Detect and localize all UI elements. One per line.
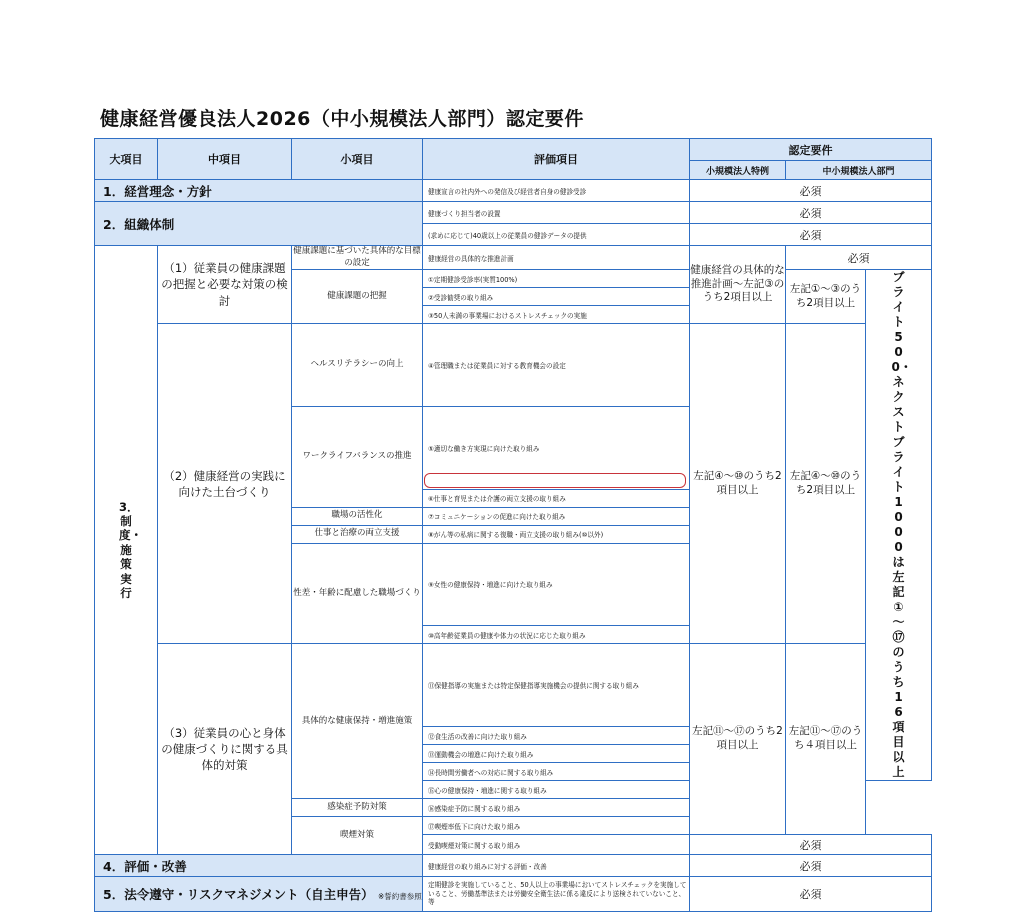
eval-22: 受動喫煙対策に関する取り組み — [423, 835, 690, 855]
req-23: 必須 — [690, 855, 932, 877]
eval-1: 健康宣言の社内外への発信及び経営者自身の健診受診 — [423, 180, 690, 202]
req-24: 必須 — [690, 877, 932, 912]
req-1: 必須 — [690, 180, 932, 202]
req-special-plan: 健康経営の具体的な推進計画～左記③のうち2項目以上 — [690, 246, 786, 324]
eval-11: ⑦コミュニケーションの促進に向けた取り組み — [423, 507, 690, 525]
header-certification: 認定要件 — [690, 139, 932, 161]
req-sme-11-17: 左記⑪～⑰のうち４項目以上 — [786, 644, 866, 835]
eval-16: ⑫食生活の改善に向けた取り組み — [423, 727, 690, 745]
eval-10: ⑥仕事と育児または介護の両立支援の取り組み — [423, 489, 690, 507]
minor-health-literacy: ヘルスリテラシーの向上 — [292, 324, 423, 407]
eval-12: ⑧がん等の私病に関する復職・両立支援の取り組み(⑩以外) — [423, 525, 690, 543]
req-special-4-10: 左記④～⑩のうち2項目以上 — [690, 324, 786, 644]
minor-health-measures: 具体的な健康保持・増進施策 — [292, 644, 423, 799]
minor-workplace-activation: 職場の活性化 — [292, 507, 423, 525]
header-major: 大項目 — [95, 139, 158, 180]
eval-7: ③50人未満の事業場におけるストレスチェックの実施 — [423, 306, 690, 324]
eval-2: 健康づくり担当者の設置 — [423, 202, 690, 224]
minor-work-life: ワークライフバランスの推進 — [292, 406, 423, 507]
req-22: 必須 — [690, 835, 932, 855]
minor-goal-setting: 健康課題に基づいた具体的な目標の設定 — [293, 246, 421, 268]
req-sme-4-10: 左記④～⑩のうち2項目以上 — [786, 324, 866, 644]
minor-smoking: 喫煙対策 — [292, 817, 423, 855]
page-title: 健康経営優良法人2026（中小規模法人部門）認定要件 — [100, 108, 584, 130]
eval-4: 健康経営の具体的な推進計画 — [423, 246, 690, 270]
eval-8: ④管理職または従業員に対する教育機会の設定 — [423, 324, 690, 407]
eval-17: ⑬運動機会の増進に向けた取り組み — [423, 745, 690, 763]
eval-6: ②受診勧奨の取り組み — [423, 288, 690, 306]
eval-5: ①定期健診受診率(実質100%) — [423, 270, 690, 288]
section-1: 1．経営理念・方針 — [95, 180, 423, 202]
eval-14: ⑩高年齢従業員の健康や体力の状況に応じた取り組み — [423, 626, 690, 644]
eval-3: (求めに応じて)40歳以上の従業員の健診データの提供 — [423, 224, 690, 246]
header-evaluation: 評価項目 — [423, 139, 690, 180]
eval-15: ⑪保健指導の実施または特定保健指導実施機会の提供に関する取り組み — [423, 644, 690, 727]
req-sme-1-3: 左記①～③のうち2項目以上 — [786, 270, 866, 324]
req-bright: ブライト500・ネクストブライト1000は左記①～⑰のうち16項目以上 — [866, 270, 932, 781]
header-special: 小規模法人特例 — [690, 161, 786, 180]
req-4: 必須 — [786, 246, 932, 270]
pledge-note: ※誓約書参照 — [377, 892, 422, 901]
eval-20: ⑯感染症予防に関する取り組み — [423, 799, 690, 817]
eval-19: ⑮心の健康保持・増進に関する取り組み — [423, 781, 690, 799]
header-sme: 中小規模法人部門 — [786, 161, 932, 180]
eval-18: ⑭長時間労働者への対応に関する取り組み — [423, 763, 690, 781]
minor-health-issues: 健康課題の把握 — [292, 270, 423, 324]
section-5: 5．法令遵守・リスクマネジメント（自主申告） ※誓約書参照 — [95, 877, 423, 912]
highlight-circle — [424, 473, 686, 488]
middle-2: （2）健康経営の実践に向けた土台づくり — [158, 324, 292, 644]
minor-gender-age: 性差・年齢に配慮した職場づくり — [292, 543, 423, 644]
req-special-11-17: 左記⑪～⑰のうち2項目以上 — [690, 644, 786, 835]
header-middle: 中項目 — [158, 139, 292, 180]
minor-treatment-support: 仕事と治療の両立支援 — [292, 525, 423, 543]
req-3: 必須 — [690, 224, 932, 246]
eval-21: ⑰喫煙率低下に向けた取り組み — [423, 817, 690, 835]
eval-24: 定期健診を実施していること、50人以上の事業場においてストレスチェックを実施していること、労働基準法または労働安全衛生法に係る違反により送検されていないこと、等 — [423, 877, 690, 912]
eval-13: ⑨女性の健康保持・増進に向けた取り組み — [423, 543, 690, 626]
header-minor: 小項目 — [292, 139, 423, 180]
section-3: 3．制度・施策実行 — [95, 246, 158, 855]
section-2: 2．組織体制 — [95, 202, 423, 246]
requirements-table — [94, 138, 932, 912]
eval-9: ⑤適切な働き方実現に向けた取り組み — [423, 406, 690, 489]
minor-infection: 感染症予防対策 — [292, 799, 423, 817]
eval-23: 健康経営の取り組みに対する評価・改善 — [423, 855, 690, 877]
req-2: 必須 — [690, 202, 932, 224]
middle-1: （1）従業員の健康課題の把握と必要な対策の検討 — [158, 246, 292, 324]
middle-3: （3）従業員の心と身体の健康づくりに関する具体的対策 — [158, 644, 292, 855]
section-4: 4．評価・改善 — [95, 855, 423, 877]
